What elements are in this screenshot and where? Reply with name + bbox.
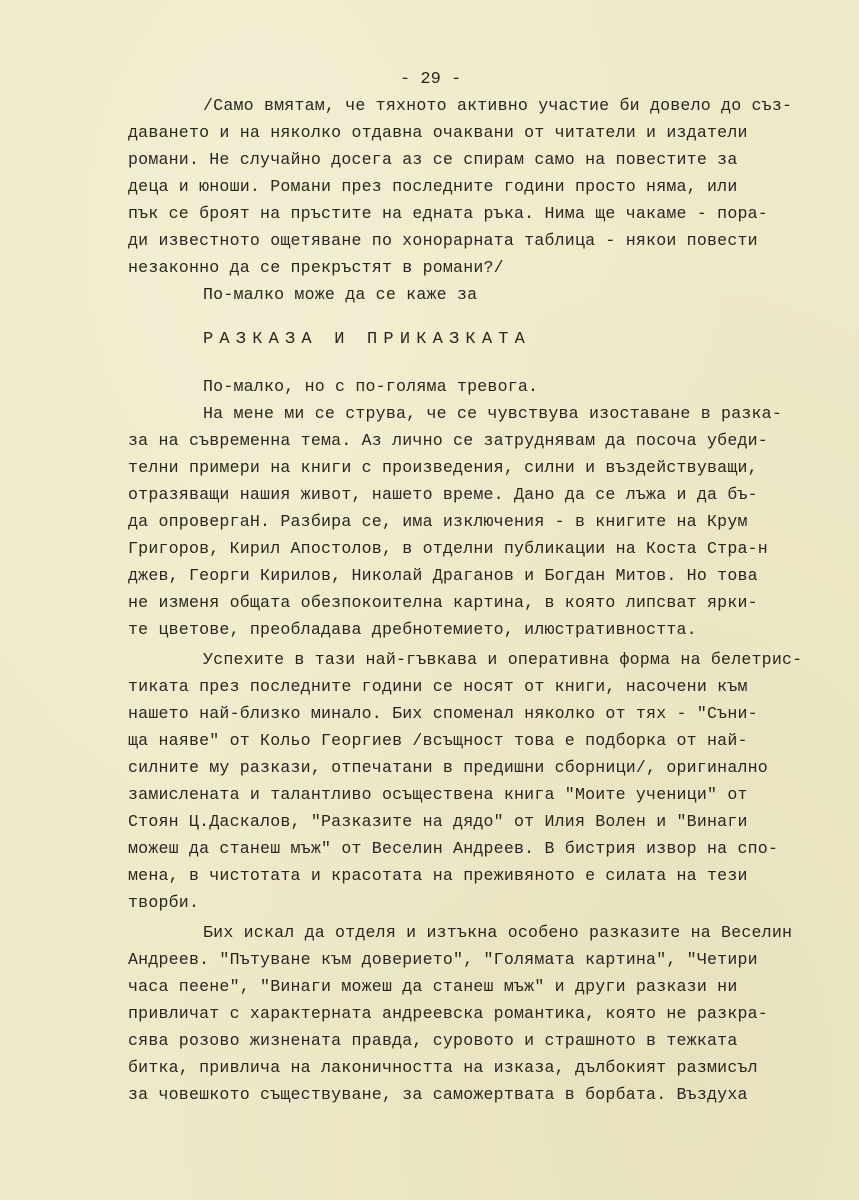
text-line: На мене ми се струва, че се чувствува изоставане в разка- (203, 404, 782, 423)
text-line: битка, привлича на лаконичността на изказа, дълбокият размисъл (128, 1058, 758, 1077)
text-line: телни примери на книги с произведения, силни и въздействуващи, (128, 458, 758, 477)
page-number: - 29 - (400, 70, 462, 89)
text-line: тиката през последните години се носят от книги, насочени към (128, 677, 748, 696)
text-line: Бих искал да отделя и изтъкна особено разказите на Веселин (203, 923, 793, 942)
text-line: можеш да станеш мъж" от Веселин Андреев. В бистрия извор на спо- (128, 839, 779, 858)
text-line: даването и на няколко отдавна очаквани от читатели и издатели (128, 123, 748, 142)
transition-line: По-малко може да се каже за (203, 285, 478, 304)
text-line: замислената и талантливо осъществена книга "Моите ученици" от (128, 785, 748, 804)
paragraph-short: По-малко, но с по-голяма тревога. (203, 377, 539, 396)
text-line: творби. (128, 893, 200, 912)
text-line: те цветове, преобладава дребнотемието, илюстративността. (128, 620, 697, 639)
text-line: за човешкото съществуване, за саможертвата в борбата. Въздуха (128, 1085, 748, 1104)
text-line: /Само вмятам, че тяхното активно участие би довело до съз- (203, 96, 793, 115)
text-line: джев, Георги Кирилов, Николай Драганов и Богдан Митов. Но това (128, 566, 758, 585)
text-line: привличат с характерната андреевска романтика, която не разкра- (128, 1004, 768, 1023)
text-line: романи. Не случайно досега аз се спирам само на повестите за (128, 150, 738, 169)
text-line: нашето най-близко минало. Бих споменал няколко от тях - "Съни- (128, 704, 758, 723)
text-line: отразяващи нашия живот, нашето време. Дано да се лъжа и да бъ- (128, 485, 758, 504)
text-line: пък се броят на пръстите на едната ръка. Нима ще чакаме - пора- (128, 204, 768, 223)
text-line: часа пеене", "Винаги можеш да станеш мъж" и други разкази ни (128, 977, 738, 996)
section-heading: РАЗКАЗА И ПРИКАЗКАТА (203, 330, 532, 349)
text-line: ща наяве" от Кольо Георгиев /всъщност това е подборка от най- (128, 731, 748, 750)
text-line: да опровергаН. Разбира се, има изключения - в книгите на Крум (128, 512, 748, 531)
text-line: Стоян Ц.Даскалов, "Разказите на дядо" от Илия Волен и "Винаги (128, 812, 748, 831)
text-line: за на съвременна тема. Аз лично се затруднявам да посоча убеди- (128, 431, 768, 450)
text-line: ди известното ощетяване по хонорарната таблица - някои повести (128, 231, 758, 250)
text-line: Андреев. "Пътуване към доверието", "Голямата картина", "Четири (128, 950, 758, 969)
text-line: силните му разкази, отпечатани в предишни сборници/, оригинално (128, 758, 768, 777)
text-line: Успехите в тази най-гъвкава и оперативна форма на белетрис- (203, 650, 803, 669)
text-line: незаконно да се прекръстят в романи?/ (128, 258, 504, 277)
text-line: сява розово жизнената правда, суровото и страшното в тежката (128, 1031, 738, 1050)
text-line: деца и юноши. Романи през последните години просто няма, или (128, 177, 738, 196)
text-line: мена, в чистотата и красотата на преживяното е силата на тези (128, 866, 748, 885)
text-line: не изменя общата обезпокоителна картина, в която липсват ярки- (128, 593, 758, 612)
text-line: Григоров, Кирил Апостолов, в отделни публикации на Коста Стра-н (128, 539, 768, 558)
